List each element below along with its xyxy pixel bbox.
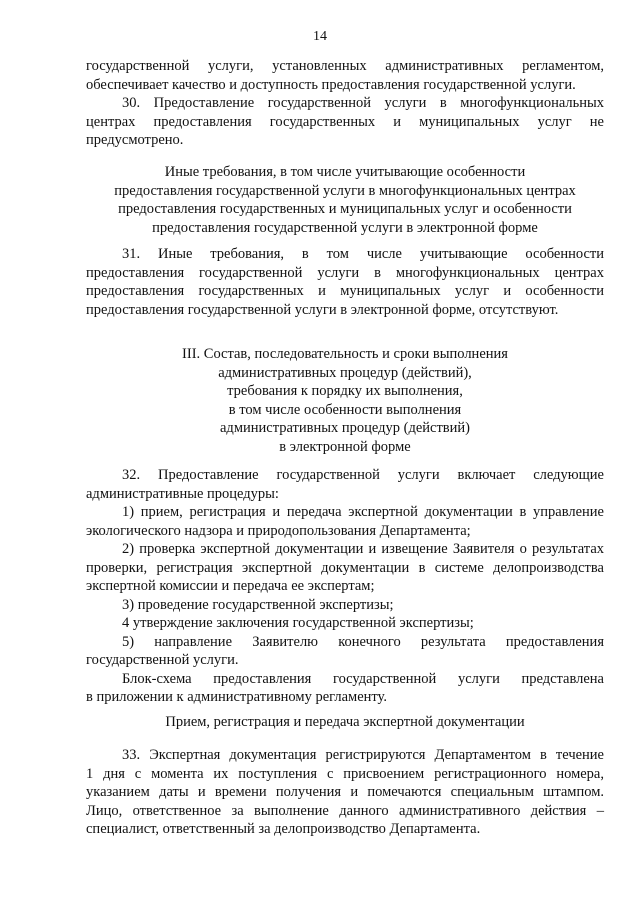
text-line: административные процедуры: bbox=[86, 485, 279, 502]
list-item-2: 2) проверка экспертной документации и извещение Заявителя о результатах bbox=[122, 541, 604, 557]
text-line: обеспечивает качество и доступность предоставления государственной услуги. bbox=[86, 76, 576, 93]
text-line: предусмотрено. bbox=[86, 132, 184, 148]
text-line: экспертной комиссии и передача ее экспертам; bbox=[86, 578, 375, 594]
text-line: 33. Экспертная документация регистрируются Департаментом в течение bbox=[122, 747, 604, 763]
section-heading-iii bbox=[86, 345, 604, 456]
heading-line: административных процедур (действий) bbox=[220, 420, 470, 436]
heading-line: в электронной форме bbox=[279, 438, 411, 455]
list-item-4: 4 утверждение заключения государственной экспертизы; bbox=[122, 615, 474, 631]
heading-line: в том числе особенности выполнения bbox=[228, 401, 462, 418]
text-line: 31. Иные требования, в том числе учитывающие особенности bbox=[122, 246, 604, 262]
text-line: предоставления государственной услуги в многофункциональных центрах bbox=[86, 264, 604, 281]
heading-line: III. Состав, последовательность и сроки выполнения bbox=[182, 346, 508, 362]
list-item-1: 1) прием, регистрация и передача экспертной документации в управление bbox=[122, 504, 604, 520]
heading-line: предоставления государственной услуги в электронной форме bbox=[152, 219, 538, 236]
text-line: Лицо, ответственное за выполнение данного административного действия – bbox=[86, 802, 604, 819]
list-item-3: 3) проведение государственной экспертизы; bbox=[122, 596, 394, 613]
text-line: государственной услуги, установленных административных регламентом, bbox=[86, 58, 604, 74]
heading-line: требования к порядку их выполнения, bbox=[227, 383, 463, 399]
paragraph-33 bbox=[86, 746, 604, 839]
heading-line: административных процедур (действий), bbox=[218, 364, 472, 381]
block-diagram-note: Блок-схема предоставления государственной услуги представлена bbox=[122, 670, 604, 687]
text-line: государственной услуги. bbox=[86, 652, 239, 668]
text-line: 30. Предоставление государственной услуги в многофункциональных bbox=[122, 95, 604, 111]
heading-line: предоставления государственной услуги в многофункциональных центрах bbox=[114, 182, 576, 199]
text-line: предоставления государственной услуги в электронной форме, отсутствуют. bbox=[86, 301, 559, 318]
list-item-5: 5) направление Заявителю конечного результата предоставления bbox=[122, 633, 604, 650]
text-line: указанием даты и времени получения и помечаются специальным штампом. bbox=[86, 784, 604, 800]
text-line: 1 дня с момента их поступления с присвоением регистрационного номера, bbox=[86, 765, 604, 782]
paragraph-top bbox=[86, 57, 604, 94]
text-line: в приложении к административному регламенту. bbox=[86, 689, 387, 705]
text-line: предоставления государственных и муниципальных услуг и особенности bbox=[86, 283, 604, 299]
page-number: 14 bbox=[313, 29, 327, 44]
text-line: 32. Предоставление государственной услуги включает следующие bbox=[122, 467, 604, 483]
section-heading-other-requirements bbox=[86, 163, 604, 237]
text-line: экологического надзора и природопользования Департамента; bbox=[86, 522, 471, 539]
paragraph-31 bbox=[86, 245, 604, 319]
paragraph-32 bbox=[86, 466, 604, 707]
text-line: центрах предоставления государственных и муниципальных услуг не bbox=[86, 113, 604, 130]
text-line: специалист, ответственный за делопроизводство Департамента. bbox=[86, 821, 481, 837]
text-line: проверки, регистрация экспертной документации в системе делопроизводства bbox=[86, 559, 604, 576]
heading-line: Иные требования, в том числе учитывающие особенности bbox=[164, 164, 526, 180]
heading-line: предоставления государственных и муниципальных услуг и особенности bbox=[118, 201, 572, 217]
paragraph-30 bbox=[86, 94, 604, 150]
section-heading-reception: Прием, регистрация и передача экспертной документации bbox=[165, 714, 525, 730]
